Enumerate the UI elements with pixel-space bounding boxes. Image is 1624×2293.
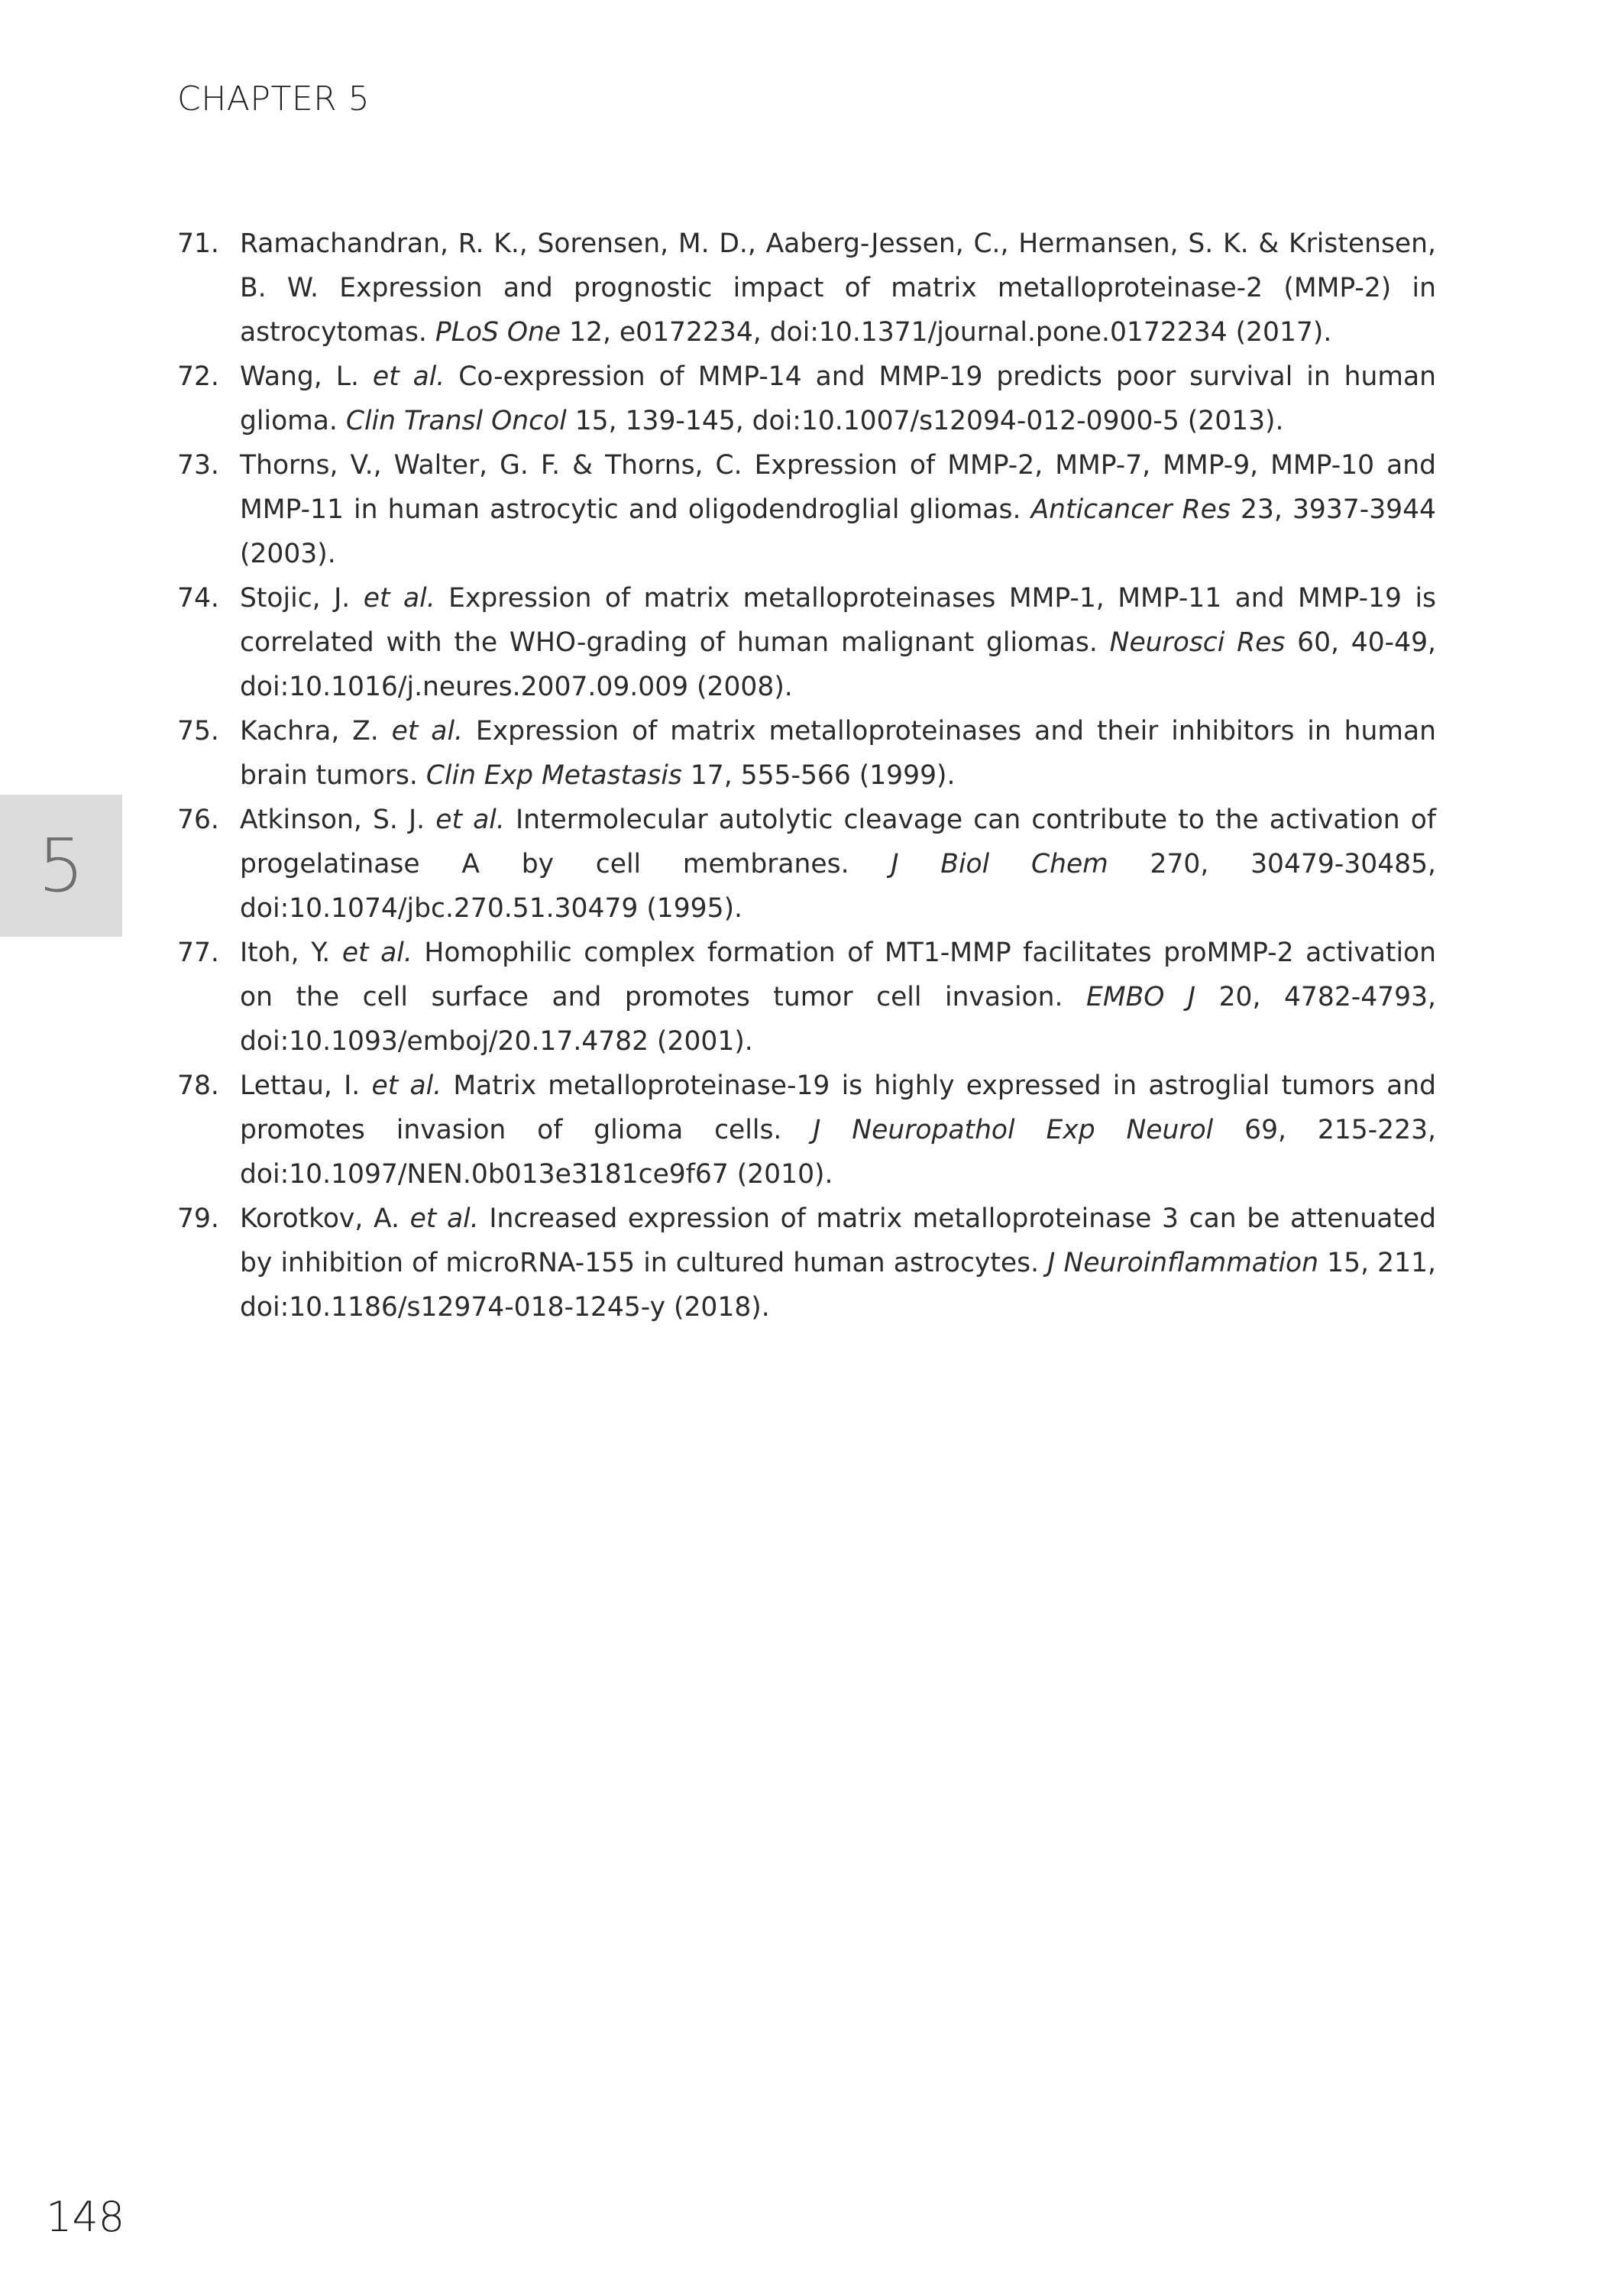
page-number: 148 — [46, 2193, 125, 2241]
reference-number: 72. — [177, 361, 219, 392]
reference-journal: EMBO J — [1086, 982, 1196, 1012]
reference-etal: et al. — [341, 938, 412, 968]
chapter-tab-number: 5 — [37, 823, 85, 908]
reference-journal: Anticancer Res — [1030, 494, 1231, 525]
reference-item — [177, 1064, 1436, 1197]
reference-authors: Lettau, I. — [240, 1070, 372, 1101]
reference-authors: Atkinson, S. J. — [240, 805, 436, 835]
reference-journal: J Neuropathol Exp Neurol — [813, 1115, 1214, 1145]
reference-etal: et al. — [363, 583, 435, 614]
reference-title: Expression and prognostic impact of matrix metalloproteinase-2 (MMP-2) in astrocytomas. — [240, 273, 1436, 348]
reference-item — [177, 709, 1436, 798]
reference-details: 270, 30479-30485, doi:10.1074/jbc.270.51.30479 (1995). — [240, 849, 1437, 924]
reference-authors: Ramachandran, R. K., Sorensen, M. D., Aaberg-Jessen, C., Hermansen, S. K. & Kristensen, B. W. — [240, 228, 1436, 303]
reference-list — [177, 222, 1436, 1329]
reference-details: 15, 139-145, doi:10.1007/s12094-012-0900-5 (2013). — [566, 406, 1284, 436]
reference-title: Expression of MMP-2, MMP-7, MMP-9, MMP-10 and MMP-11 in human astrocytic and oligodendroglial gliomas. — [240, 450, 1436, 525]
reference-title: Intermolecular autolytic cleavage can contribute to the activation of progelatinase A by cell membranes. — [240, 805, 1436, 879]
reference-etal: et al. — [371, 1070, 442, 1101]
reference-number: 79. — [177, 1203, 219, 1234]
reference-journal: Neurosci Res — [1109, 627, 1286, 658]
reference-title: Matrix metalloproteinase-19 is highly expressed in astroglial tumors and promotes invasion of glioma cells. — [240, 1070, 1436, 1145]
reference-item — [177, 576, 1436, 709]
reference-title: Co-expression of MMP-14 and MMP-19 predicts poor survival in human glioma. — [240, 361, 1436, 436]
reference-number: 77. — [177, 938, 219, 968]
reference-details: 17, 555-566 (1999). — [681, 760, 956, 791]
reference-journal: J Neuroinflammation — [1047, 1248, 1319, 1278]
reference-journal: PLoS One — [435, 317, 561, 348]
reference-etal: et al. — [372, 361, 445, 392]
reference-number: 78. — [177, 1070, 219, 1101]
reference-item — [177, 931, 1436, 1064]
chapter-tab — [0, 795, 122, 937]
reference-journal: Clin Exp Metastasis — [425, 760, 682, 791]
reference-journal: Clin Transl Oncol — [345, 406, 567, 436]
reference-details: 60, 40-49, doi:10.1016/j.neures.2007.09.009 (2008). — [240, 627, 1436, 702]
reference-authors: Stojic, J. — [240, 583, 364, 614]
running-head: CHAPTER 5 — [177, 79, 370, 118]
reference-details: 20, 4782-4793, doi:10.1093/emboj/20.17.4782 (2001). — [240, 982, 1436, 1057]
reference-etal: et al. — [391, 716, 464, 747]
reference-details: 15, 211, doi:10.1186/s12974-018-1245-y (2018). — [240, 1248, 1436, 1323]
reference-authors: Korotkov, A. — [240, 1203, 410, 1234]
reference-number: 75. — [177, 716, 219, 747]
reference-item — [177, 222, 1436, 355]
reference-authors: Wang, L. — [240, 361, 373, 392]
reference-number: 73. — [177, 450, 219, 481]
reference-details: 12, e0172234, doi:10.1371/journal.pone.0172234 (2017). — [561, 317, 1332, 348]
reference-details: 23, 3937-3944 (2003). — [240, 494, 1436, 569]
reference-authors: Thorns, V., Walter, G. F. & Thorns, C. — [240, 450, 742, 481]
reference-details: 69, 215-223, doi:10.1097/NEN.0b013e3181ce9f67 (2010). — [240, 1115, 1436, 1190]
reference-title: Expression of matrix metalloproteinases and their inhibitors in human brain tumors. — [240, 716, 1436, 791]
reference-authors: Itoh, Y. — [240, 938, 342, 968]
reference-number: 74. — [177, 583, 219, 614]
reference-journal: J Biol Chem — [891, 849, 1108, 879]
reference-etal: et al. — [435, 805, 505, 835]
reference-number: 76. — [177, 805, 219, 835]
reference-item — [177, 1197, 1436, 1329]
reference-item — [177, 443, 1436, 576]
reference-etal: et al. — [409, 1203, 479, 1234]
reference-title: Homophilic complex formation of MT1-MMP facilitates proMMP-2 activation on the cell surface and promotes tumor cell invasion. — [240, 938, 1436, 1012]
reference-number: 71. — [177, 228, 219, 259]
reference-authors: Kachra, Z. — [240, 716, 392, 747]
reference-title: Expression of matrix metalloproteinases MMP-1, MMP-11 and MMP-19 is correlated with the WHO-grading of human malignant gliomas. — [240, 583, 1437, 658]
reference-item — [177, 798, 1436, 931]
reference-item — [177, 355, 1436, 443]
reference-title: Increased expression of matrix metalloproteinase 3 can be attenuated by inhibition of microRNA-155 in cultured human astrocytes. — [240, 1203, 1436, 1278]
